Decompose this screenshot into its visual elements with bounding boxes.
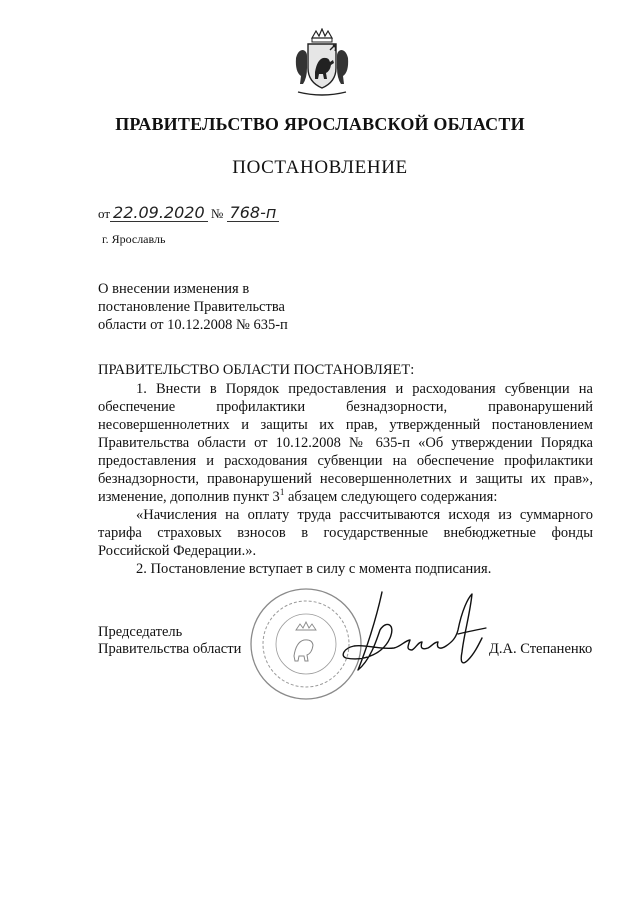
subject-line: области от 10.12.2008 № 635-п bbox=[98, 317, 288, 333]
subject-line: постановление Правительства bbox=[98, 299, 285, 315]
number-prefix: № bbox=[210, 206, 224, 221]
superscript: 1 bbox=[279, 487, 285, 498]
date-number-line bbox=[98, 205, 279, 222]
subject-line: О внесении изменения в bbox=[98, 281, 250, 297]
organization-title: ПРАВИТЕЛЬСТВО ЯРОСЛАВСКОЙ ОБЛАСТИ bbox=[115, 114, 525, 134]
subject-block bbox=[98, 280, 358, 334]
handwritten-number: 768-п bbox=[227, 205, 280, 222]
paragraph-1-text: 1. Внести в Порядок предоставления и расходования субвенции на обеспечение профилактики безнадзорности, правонарушений несовершеннолетних и защиты их прав, утвержденный постановлением Правительства области от 10.12.2008 № 635-п «Об утверждении Порядка предоставления и расходования субвенции на обеспечение профилактики безнадзорности, правонарушений несовершеннолетних и защиты их прав», изменение, дополнив пункт 3 bbox=[98, 381, 593, 505]
city: г. Ярославль bbox=[102, 232, 166, 246]
coat-of-arms-icon bbox=[290, 28, 354, 100]
document-body bbox=[98, 380, 593, 578]
document-type: ПОСТАНОВЛЕНИЕ bbox=[232, 157, 408, 178]
signatory-name: Д.А. Степаненко bbox=[489, 641, 593, 657]
signature-icon bbox=[336, 590, 506, 690]
paragraph-2: 2. Постановление вступает в силу с момента подписания. bbox=[136, 561, 492, 577]
quote-paragraph: «Начисления на оплату труда рассчитываются исходя из суммарного тарифа страховых взносов в государственные внебюджетные фонды Российской Федерации.». bbox=[98, 507, 593, 559]
handwritten-date: 22.09.2020 bbox=[110, 205, 208, 222]
signatory-title-line1: Председатель bbox=[98, 624, 183, 640]
paragraph-1 bbox=[98, 380, 593, 506]
signatory-title-line2: Правительства области bbox=[98, 641, 242, 657]
paragraph-1-tail: абзацем следующего содержания: bbox=[284, 489, 498, 505]
decree-heading: ПРАВИТЕЛЬСТВО ОБЛАСТИ ПОСТАНОВЛЯЕТ: bbox=[98, 362, 415, 378]
date-prefix: от bbox=[98, 206, 111, 221]
